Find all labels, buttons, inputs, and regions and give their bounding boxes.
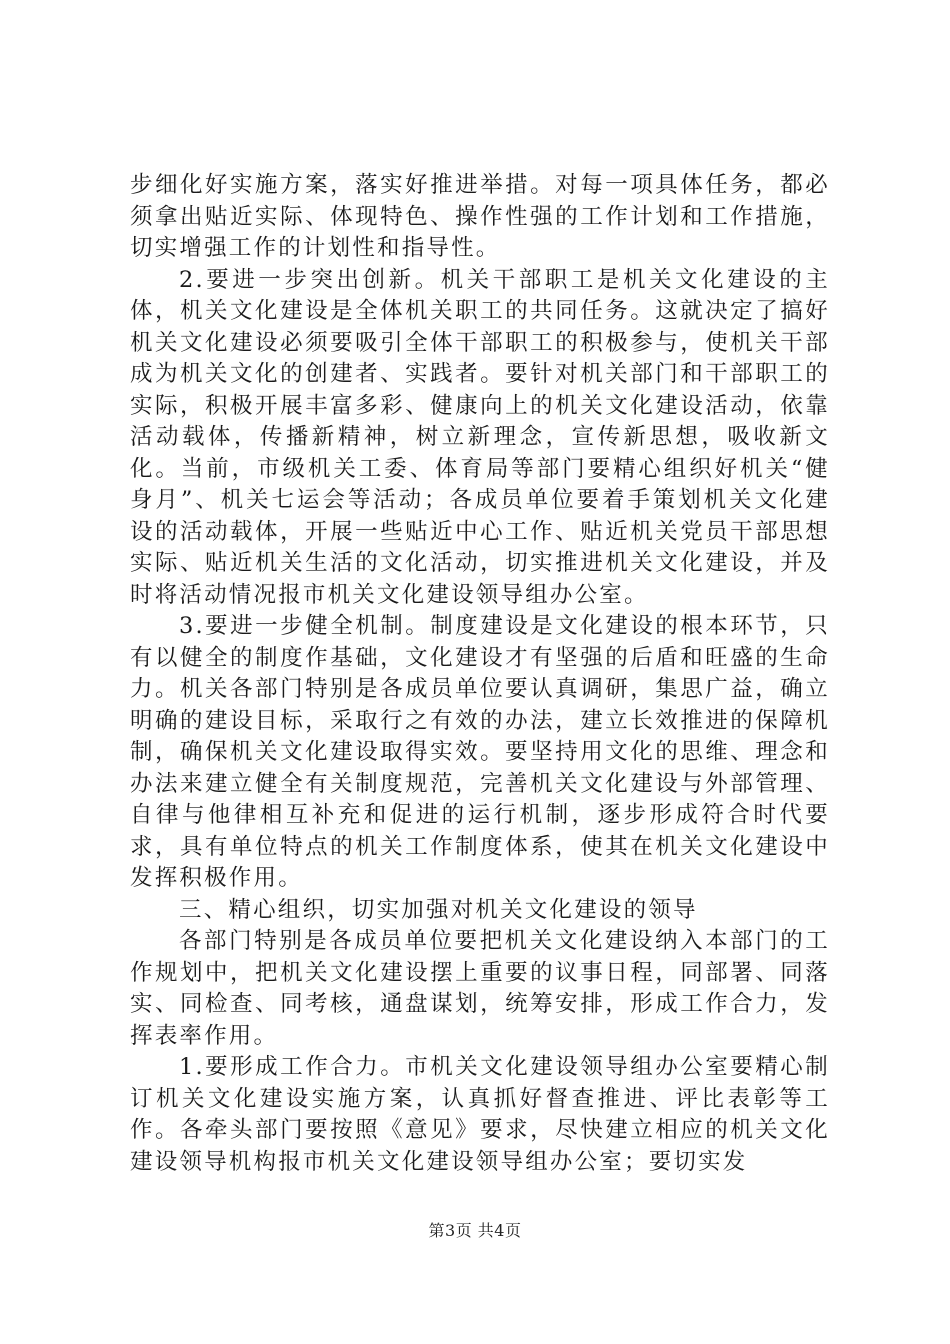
paragraph-mechanism: 3.要进一步健全机制。制度建设是文化建设的根本环节，只有以健全的制度作基础，文化建设才有坚强的后盾和旺盛的生命力。机关各部门特别是各成员单位要认真调研，集思广益，确立明确的建设目标，采取行之有效的办法，建立长效推进的保障机制，确保机关文化建设取得实效。要坚持用文化的思维、理念和办法来建立健全有关制度规范，完善机关文化建设与外部管理、自律与他律相互补充和促进的运行机制，逐步形成符合时代要求，具有单位特点的机关工作制度体系，使其在机关文化建设中发挥积极作用。 xyxy=(130,613,830,891)
document-body xyxy=(130,170,830,1178)
paragraph-leadership-intro: 各部门特别是各成员单位要把机关文化建设纳入本部门的工作规划中，把机关文化建设摆上重要的议事日程，同部署、同落实、同检查、同考核，通盘谋划，统筹安排，形成工作合力，发挥表率作用。 xyxy=(130,928,830,1049)
paragraph-joint-effort: 1.要形成工作合力。市机关文化建设领导组办公室要精心制订机关文化建设实施方案，认真抓好督查推进、评比表彰等工作。各牵头部门要按照《意见》要求，尽快建立相应的机关文化建设领导机构报市机关文化建设领导组办公室；要切实发 xyxy=(130,1054,830,1175)
paragraph-continuation: 步细化好实施方案，落实好推进举措。对每一项具体任务，都必须拿出贴近实际、体现特色、操作性强的工作计划和工作措施，切实增强工作的计划性和指导性。 xyxy=(130,172,830,261)
page-number: 第3页 共4页 xyxy=(428,1221,522,1240)
section-heading-leadership: 三、精心组织，切实加强对机关文化建设的领导 xyxy=(179,896,698,923)
paragraph-innovation: 2.要进一步突出创新。机关干部职工是机关文化建设的主体，机关文化建设是全体机关职工的共同任务。这就决定了搞好机关文化建设必须要吸引全体干部职工的积极参与，使机关干部成为机关文化的创建者、实践者。要针对机关部门和干部职工的实际，积极开展丰富多彩、健康向上的机关文化建设活动，依靠活动载体，传播新精神，树立新理念，宣传新思想，吸收新文化。当前，市级机关工委、体育局等部门要精心组织好机关“健身月”、机关七运会等活动；各成员单位要着手策划机关文化建设的活动载体，开展一些贴近中心工作、贴近机关党员干部思想实际、贴近机关生活的文化活动，切实推进机关文化建设，并及时将活动情况报市机关文化建设领导组办公室。 xyxy=(130,266,830,608)
